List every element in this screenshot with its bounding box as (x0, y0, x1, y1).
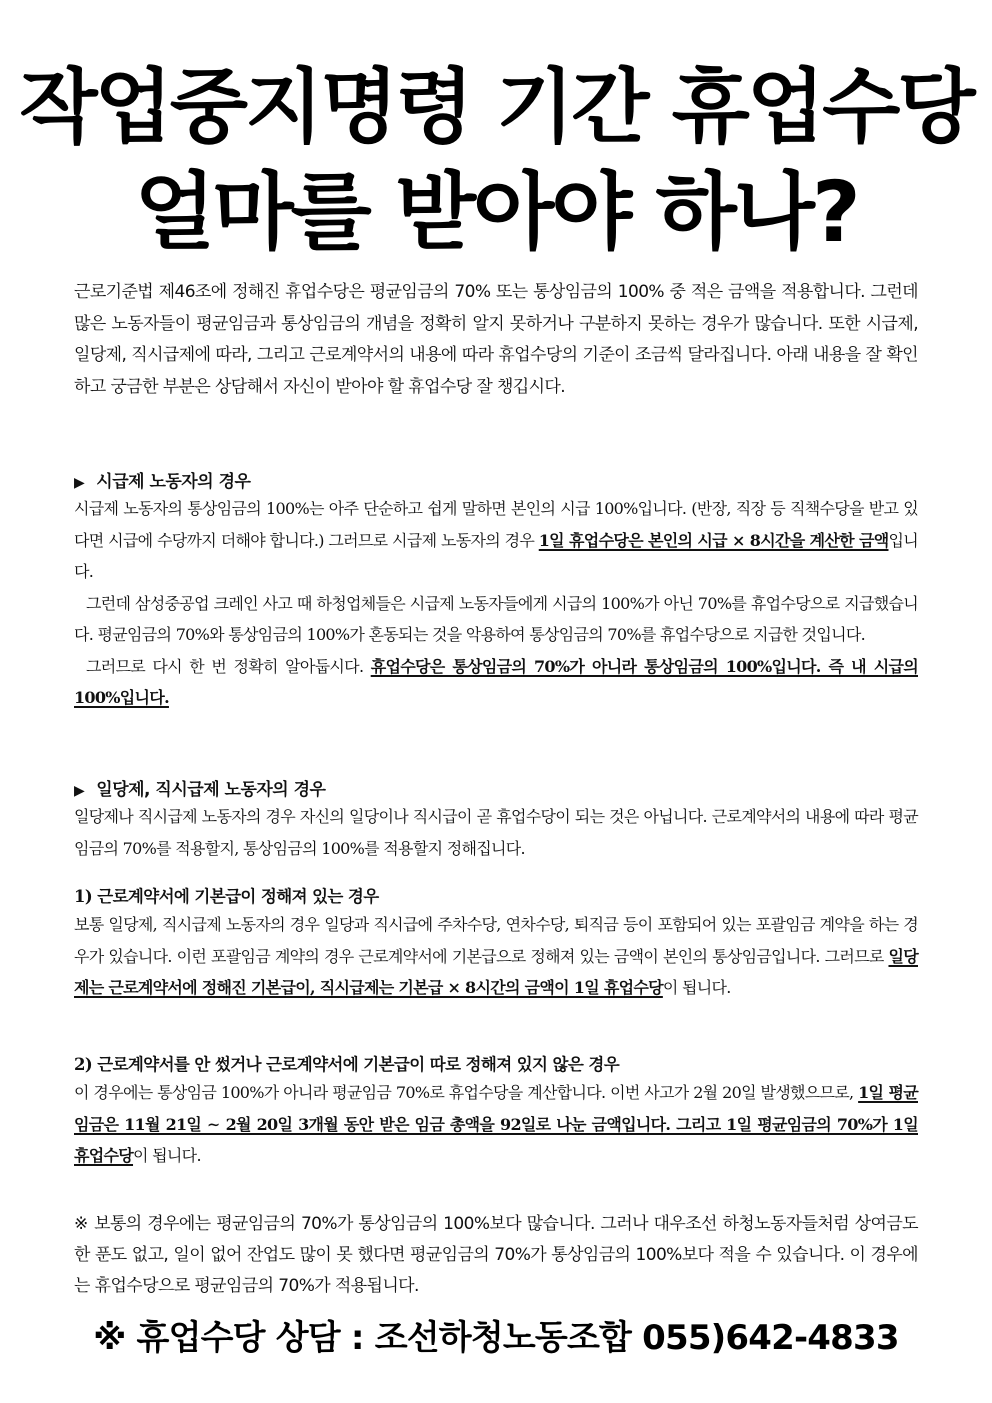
case-2-heading: 2) 근로계약서를 안 썼거나 근로계약서에 기본급이 따로 정해져 있지 않은 경우 (74, 1055, 620, 1074)
hourly-paragraph-2: 그런데 삼성중공업 크레인 사고 때 하청업체들은 시급제 노동자들에게 시급의 100%가 아닌 70%를 휴업수당으로 지급했습니다. 평균임금의 70%와 통상임금의 100%가 혼동되는 것을 악용하여 통상임금의 70%를 휴업수당으로 지급한 것입니다. (74, 593, 918, 644)
title-line-2: 얼마를 받아야 하나? (134, 163, 858, 261)
case-1-emphasis: 일당제는 근로계약서에 정해진 기본급이, 직시급제는 기본급 × 8시간의 금액이 1일 휴업수당 (74, 946, 918, 997)
section-heading-hourly (74, 467, 250, 492)
triangle-bullet-icon: ▶ (74, 783, 85, 799)
hourly-emphasis-1: 1일 휴업수당은 본인의 시급 × 8시간을 계산한 금액 (538, 530, 889, 550)
case-1-heading: 1) 근로계약서에 기본급이 정해져 있는 경우 (74, 887, 379, 906)
hourly-paragraph-3: 그러므로 다시 한 번 정확히 알아둡시다. 휴업수당은 통상임금의 70%가 아니라 통상임금의 100%입니다. 즉 내 시급의 100%입니다. (74, 656, 918, 707)
section-heading-hourly-label: 시급제 노동자의 경우 (96, 472, 251, 492)
daily-paragraph-1: 일당제나 직시급제 노동자의 경우 자신의 일당이나 직시급이 곧 휴업수당이 되는 것은 아닙니다. 근로계약서의 내용에 따라 평균임금의 70%를 적용할지, 통상임금의 100%를 적용할지 정해집니다. (74, 807, 918, 858)
case-1-body: 보통 일당제, 직시급제 노동자의 경우 일당과 직시급에 주차수당, 연차수당, 퇴직금 등이 포함되어 있는 포괄임금 계약을 하는 경우가 있습니다. 이런 포괄임금 계약의 경우 근로계약서에 기본급으로 정해져 있는 금액이 본인의 통상임금입니다. 그러므로 일당제는 근로계약서에 정해진 기본급이, 직시급제는 기본급 × 8시간의 금액이 1일 휴업수당이 됩니다. (74, 915, 918, 997)
hourly-paragraph-1: 시급제 노동자의 통상임금의 100%는 아주 단순하고 쉽게 말하면 본인의 시급 100%입니다. (반장, 직장 등 직책수당을 받고 있다면 시급에 수당까지 더해야 합니다.) 그러므로 시급제 노동자의 경우 1일 휴업수당은 본인의 시급 × 8시간을 계산한 금액입니다. (74, 499, 918, 581)
case-2-emphasis: 1일 평균임금은 11월 21일 ∼ 2월 20일 3개월 동안 받은 임금 총액을 92일로 나눈 금액입니다. 그리고 1일 평균임금의 70%가 1일 휴업수당 (74, 1083, 918, 1165)
section-heading-daily (74, 775, 325, 800)
hourly-emphasis-2: 휴업수당은 통상임금의 70%가 아니라 통상임금의 100%입니다. 즉 내 시급의 100%입니다. (74, 656, 918, 707)
note-paragraph: ※ 보통의 경우에는 평균임금의 70%가 통상임금의 100%보다 많습니다. 그러나 대우조선 하청노동자들처럼 상여금도 한 푼도 없고, 일이 없어 잔업도 많이 못 했다면 평균임금의 70%가 통상임금의 100%보다 적을 수 있습니다. 이 경우에는 휴업수당으로 평균임금의 70%가 적용됩니다. (74, 1214, 918, 1296)
section-body-hourly (74, 493, 918, 714)
contact-footer: ※ 휴업수당 상담 : 조선하청노동조합 055)642-4833 (93, 1318, 899, 1358)
case-2-body: 이 경우에는 통상임금 100%가 아니라 평균임금 70%로 휴업수당을 계산합니다. 이번 사고가 2월 20일 발생했으므로, 1일 평균임금은 11월 21일 ∼ 2월 20일 3개월 동안 받은 임금 총액을 92일로 나눈 금액입니다. 그리고 1일 평균임금의 70%가 1일 휴업수당이 됩니다. (74, 1083, 918, 1165)
title-line-1: 작업중지명령 기간 휴업수당 (19, 61, 973, 155)
section-heading-daily-label: 일당제, 직시급제 노동자의 경우 (96, 780, 326, 800)
triangle-bullet-icon: ▶ (74, 475, 85, 491)
intro-paragraph: 근로기준법 제46조에 정해진 휴업수당은 평균임금의 70% 또는 통상임금의 100% 중 적은 금액을 적용합니다. 그런데 많은 노동자들이 평균임금과 통상임금의 개념을 정확히 알지 못하거나 구분하지 못하는 경우가 많습니다. 또한 시급제, 일당제, 직시급제에 따라, 그리고 근로계약서의 내용에 따라 휴업수당의 기준이 조금씩 달라집니다. 아래 내용을 잘 확인하고 궁금한 부분은 상담해서 자신이 받아야 할 휴업수당 잘 챙깁시다. (74, 282, 918, 397)
